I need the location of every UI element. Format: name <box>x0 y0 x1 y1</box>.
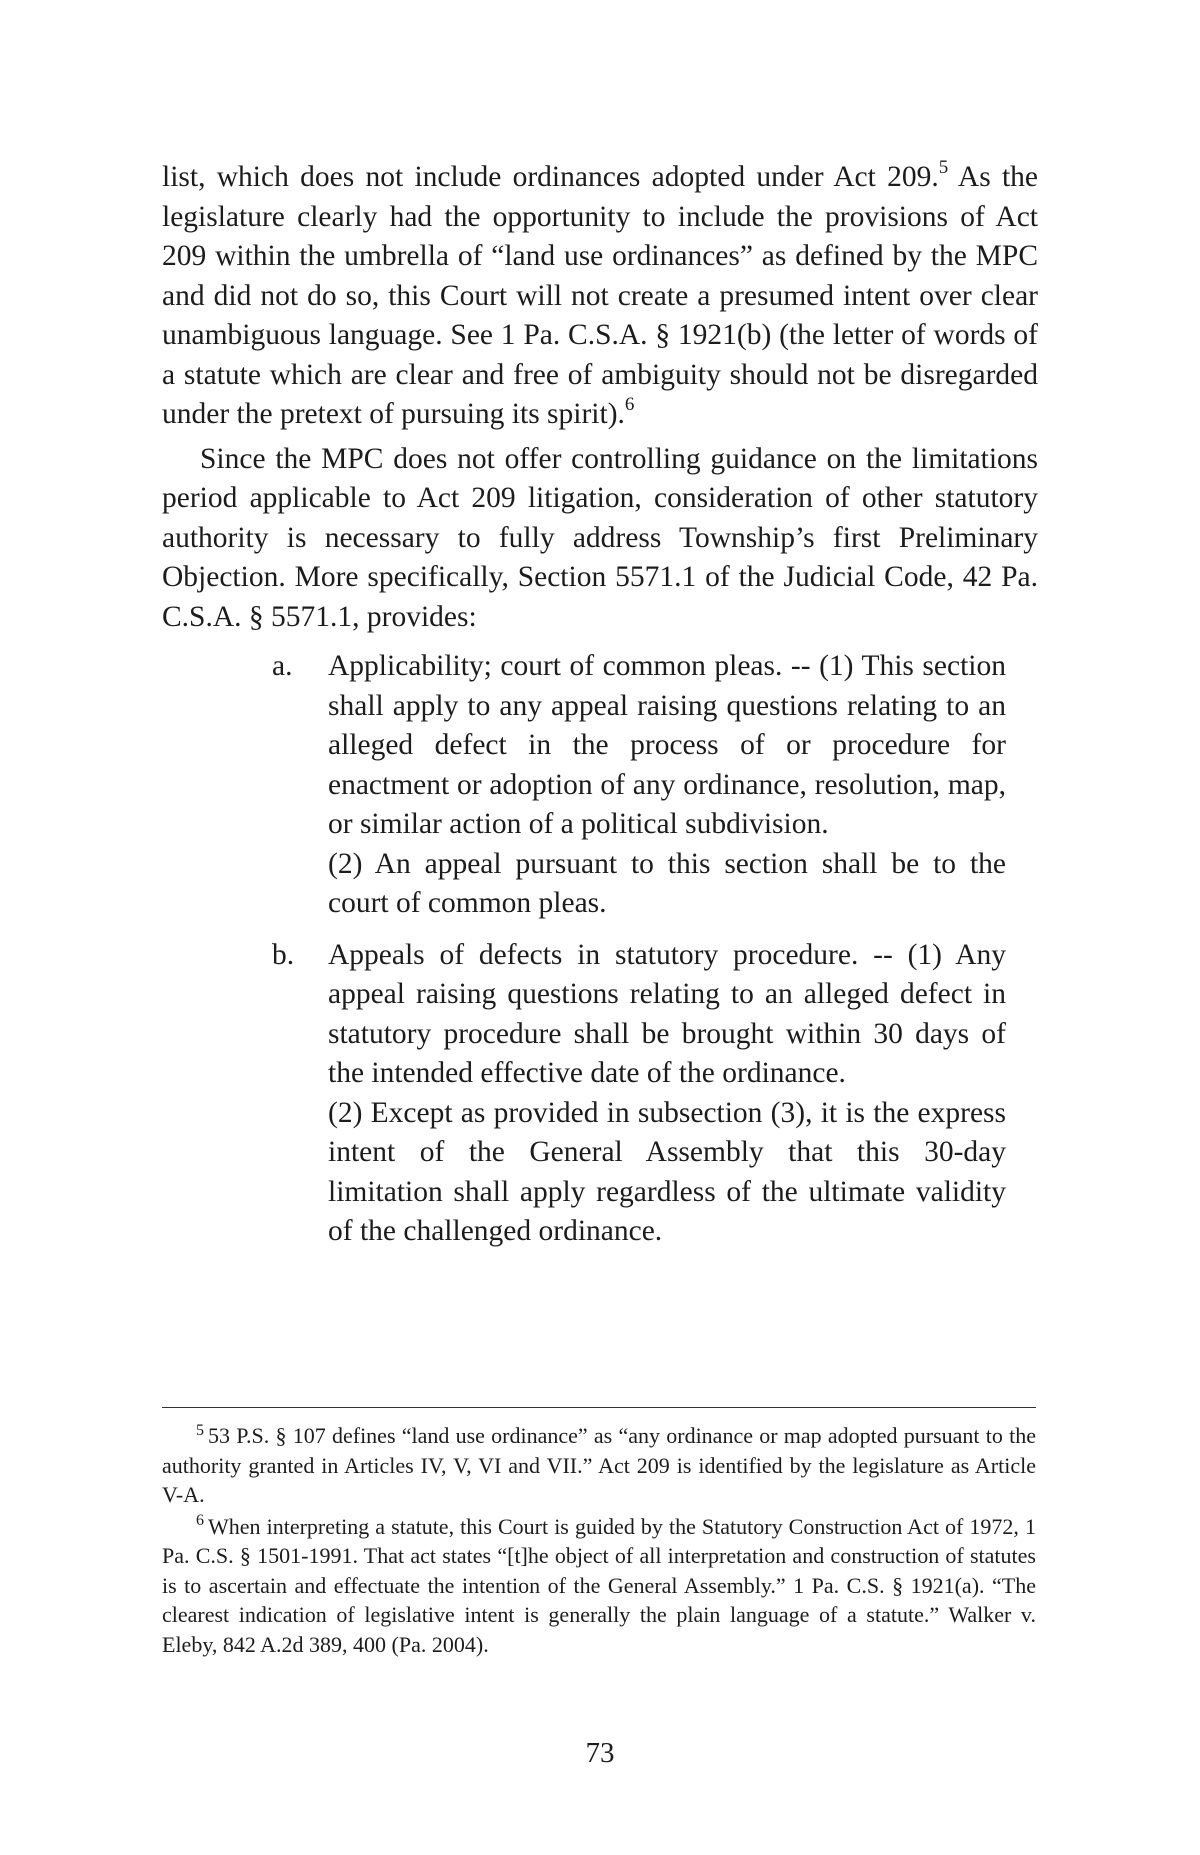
statute-item-b <box>272 936 1006 1252</box>
footnote-6-text: When interpreting a statute, this Court is guided by the Statutory Construction Act of 1972, 1 Pa. C.S. § 1501-1991. That act states “[t]he object of all interpretation and construction of statutes is to ascertain and effectuate the intention of the General Assembly.” 1 Pa. C.S. § 1921(a). “The clearest indication of legislative intent is generally the plain language of a statute.” Walker v. Eleby, 842 A.2d 389, 400 (Pa. 2004). <box>162 1513 1036 1657</box>
footnote-6 <box>162 1512 1036 1660</box>
paragraph-1 <box>162 158 1038 435</box>
footnote-ref-5: 5 <box>938 157 949 179</box>
statute-marker-a: a. <box>272 650 293 682</box>
paragraph-1-text-a: list, which does not include ordinances adopted under Act 209. <box>162 161 939 193</box>
statute-b-paragraph-1: Appeals of defects in statutory procedure. -- (1) Any appeal raising questions relating to an alleged defect in statutory procedure shall be brought within 30 days of the intended effective date of the ordinance. <box>328 938 1006 1089</box>
page-number: 73 <box>585 1737 615 1769</box>
statute-a-paragraph-1: Applicability; court of common pleas. -- (1) This section shall apply to any appeal raising questions relating to an alleged defect in the process of or procedure for enactment or adoption of any ordinance, resolution, map, or similar action of a political subdivision. <box>328 650 1006 840</box>
statute-quote <box>272 647 1006 1252</box>
statute-marker-b: b. <box>272 938 295 971</box>
statute-b-paragraph-2: (2) Except as provided in subsection (3), it is the express intent of the General Assembly that this 30-day limitation shall apply regardless of the ultimate validity of the challenged ordinance. <box>328 1096 1006 1247</box>
statute-a-paragraph-2: (2) An appeal pursuant to this section shall be to the court of common pleas. <box>328 847 1006 919</box>
footnote-divider <box>162 1407 1036 1408</box>
paragraph-1-text-b: As the legislature clearly had the opportunity to include the provisions of Act 209 within the umbrella of “land use ordinances” as defined by the MPC and did not do so, this Court will not create a presumed intent over clear unambiguous language. See 1 Pa. C.S.A. § 1921(b) (the letter of words of a statute which are clear and free of ambiguity should not be disregarded under the pretext of pursuing its spirit). <box>162 161 1039 430</box>
footnote-ref-6: 6 <box>624 394 635 416</box>
footnote-6-number: 6 <box>196 1512 204 1530</box>
body-text <box>162 158 1038 1264</box>
statute-item-a <box>272 647 1006 924</box>
paragraph-2: Since the MPC does not offer controlling guidance on the limitations period applicable to Act 209 litigation, consideration of other statutory authority is necessary to fully address Township’s first Preliminary Objection. More specifically, Section 5571.1 of the Judicial Code, 42 Pa. C.S.A. § 5571.1, provides: <box>162 442 1038 633</box>
footnote-5 <box>162 1421 1036 1510</box>
footnote-5-number: 5 <box>196 1421 204 1439</box>
footnote-5-text: 53 P.S. § 107 defines “land use ordinance” as “any ordinance or map adopted pursuant to the authority granted in Articles IV, V, VI and VII.” Act 209 is identified by the legislature as Article V-A. <box>162 1423 1036 1507</box>
footnotes <box>162 1421 1036 1661</box>
